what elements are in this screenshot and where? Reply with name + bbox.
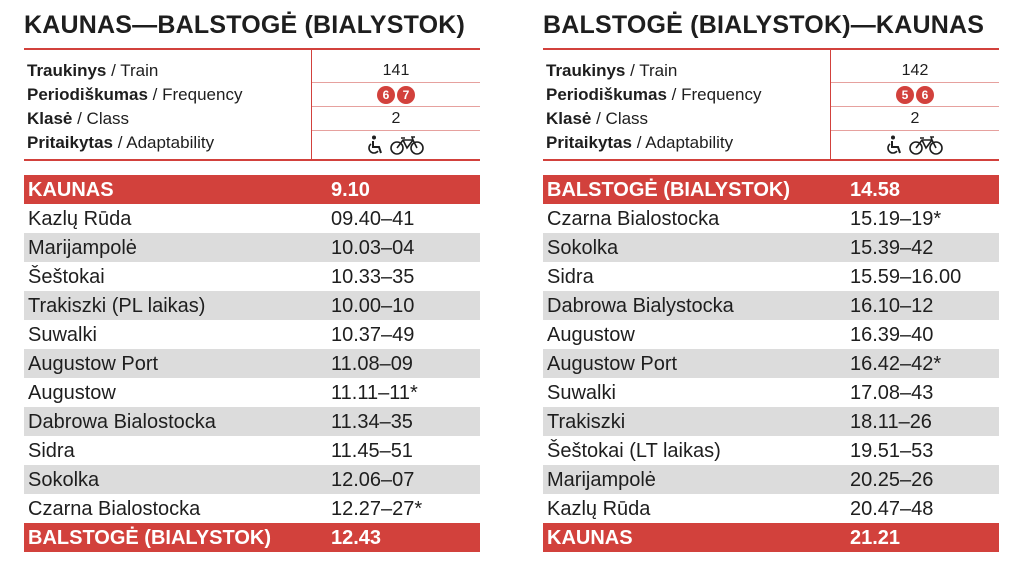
stop-row [543,494,999,523]
stop-station: Suwalki [547,382,616,404]
stop-time: 16.42–42* [850,353,942,375]
class-label-en: / Class [72,109,130,128]
destination-time: 12.43 [331,527,382,549]
stop-station: Augustow [547,324,635,346]
stop-row [543,465,999,494]
stop-row [543,320,999,349]
stop-station: Augustow [28,382,116,404]
stop-station: Dabrowa Bialostocka [28,411,216,433]
stop-station: Trakiszki (PL laikas) [28,295,206,317]
stop-time: 11.08–09 [331,353,413,375]
frequency-badges [830,83,999,107]
stop-row [24,291,480,320]
train-label-lt: Traukinys [546,61,626,80]
train-label-en: / Train [625,61,678,80]
stop-time: 11.45–51 [331,440,413,462]
origin-time: 14.58 [850,179,901,201]
class-label-lt: Klasė [27,109,73,128]
panel-title: KAUNAS—BALSTOGĖ (BIALYSTOK) [24,0,480,50]
frequency-row [543,83,999,107]
class-label-en: / Class [591,109,649,128]
frequency-label-en: / Frequency [147,85,243,104]
train-row [543,59,999,83]
stop-row [543,233,999,262]
stop-time: 15.59–16.00 [850,266,962,288]
stop-time: 11.11–11* [331,382,418,404]
panel-title: BALSTOGĖ (BIALYSTOK)—KAUNAS [543,0,999,50]
bicycle-icon [909,135,943,155]
stop-row [24,204,480,233]
stop-time: 15.39–42 [850,237,934,259]
train-number: 142 [830,50,999,83]
adaptability-label-en: / Adaptability [632,133,734,152]
stop-time: 12.27–27* [331,498,423,520]
stop-time: 09.40–41 [331,208,415,230]
frequency-badges [311,83,480,107]
stop-time: 20.47–48 [850,498,934,520]
stop-station: Sokolka [28,469,100,491]
stop-station: Sokolka [547,237,619,259]
stop-time: 15.19–19* [850,208,942,230]
stop-time: 16.39–40 [850,324,934,346]
stop-row [24,494,480,523]
stop-row [24,233,480,262]
wheelchair-icon [368,135,384,155]
class-value: 2 [311,107,480,131]
day-badge: 5 [896,86,914,104]
stop-station: Augustow Port [547,353,678,375]
stop-station: Sidra [28,440,75,462]
stop-station: Czarna Bialostocka [28,498,201,520]
stop-row [543,349,999,378]
stop-station: Kazlų Rūda [28,208,132,230]
stop-time: 17.08–43 [850,382,934,404]
stop-row [24,465,480,494]
stop-row [543,378,999,407]
day-badge: 6 [916,86,934,104]
train-row [24,59,480,83]
stop-row [24,378,480,407]
stop-time: 10.33–35 [331,266,415,288]
train-info-table [24,59,480,161]
destination-station: KAUNAS [547,527,633,549]
adaptability-label-lt: Pritaikytas [27,133,113,152]
origin-station: KAUNAS [28,179,114,201]
stop-station: Kazlų Rūda [547,498,651,520]
stop-time: 10.37–49 [331,324,415,346]
stop-row [24,349,480,378]
origin-station: BALSTOGĖ (BIALYSTOK) [547,179,790,201]
stop-row [24,262,480,291]
day-badge: 6 [377,86,395,104]
adaptability-label-lt: Pritaikytas [546,133,632,152]
timetable-panel-bialystok-kaunas [543,0,999,552]
stop-time: 16.10–12 [850,295,934,317]
train-label-en: / Train [106,61,159,80]
origin-row [24,175,480,204]
stop-station: Czarna Bialostocka [547,208,720,230]
train-info-table [543,59,999,161]
stop-time: 11.34–35 [331,411,413,433]
stop-time: 10.00–10 [331,295,415,317]
day-badge: 7 [397,86,415,104]
stop-row [543,262,999,291]
train-number: 141 [311,50,480,83]
stop-row [543,436,999,465]
origin-row [543,175,999,204]
destination-row [543,523,999,552]
class-row [543,107,999,131]
destination-row [24,523,480,552]
timetable-panel-kaunas-bialystok [24,0,480,552]
stop-station: Šeštokai [28,266,105,288]
stop-row [24,320,480,349]
wheelchair-icon [887,135,903,155]
stop-station: Marijampolė [547,469,656,491]
stop-station: Trakiszki [547,411,626,433]
frequency-label-lt: Periodiškumas [546,85,667,104]
frequency-label-en: / Frequency [666,85,762,104]
stop-row [24,407,480,436]
stop-time: 18.11–26 [850,411,932,433]
stop-station: Sidra [547,266,594,288]
stop-row [543,291,999,320]
origin-time: 9.10 [331,179,370,201]
frequency-label-lt: Periodiškumas [27,85,148,104]
bicycle-icon [390,135,424,155]
adaptability-label-en: / Adaptability [113,133,215,152]
stop-station: Šeštokai (LT laikas) [547,440,721,462]
timetable [543,175,999,552]
class-label-lt: Klasė [546,109,592,128]
destination-station: BALSTOGĖ (BIALYSTOK) [28,527,271,549]
stop-row [543,204,999,233]
frequency-row [24,83,480,107]
stop-station: Augustow Port [28,353,159,375]
stop-row [24,436,480,465]
stop-station: Dabrowa Bialystocka [547,295,734,317]
adaptability-row [543,131,999,159]
class-row [24,107,480,131]
stop-time: 19.51–53 [850,440,934,462]
stop-time: 12.06–07 [331,469,415,491]
adaptability-row [24,131,480,159]
stop-time: 10.03–04 [331,237,415,259]
stop-station: Marijampolė [28,237,137,259]
stop-time: 20.25–26 [850,469,934,491]
class-value: 2 [830,107,999,131]
stop-station: Suwalki [28,324,97,346]
stop-row [543,407,999,436]
train-label-lt: Traukinys [27,61,107,80]
destination-time: 21.21 [850,527,901,549]
timetable [24,175,480,552]
